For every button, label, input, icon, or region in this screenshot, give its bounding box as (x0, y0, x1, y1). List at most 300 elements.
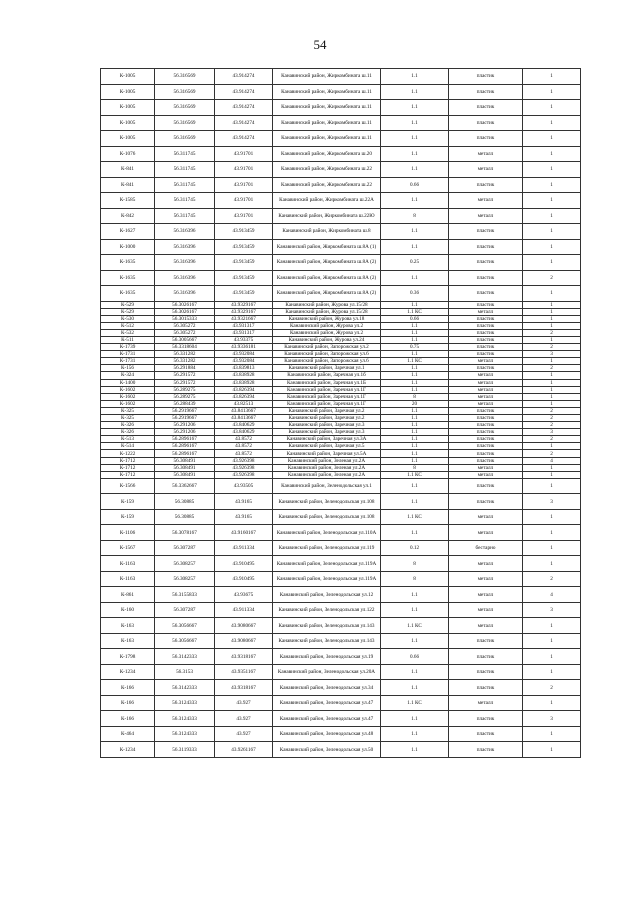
material-cell: пластик (449, 322, 523, 329)
table-row (101, 270, 581, 286)
longitude-cell: 43.926398 (215, 464, 273, 471)
address-cell: Канавинский район, Жиркомбината ш.11 (273, 115, 381, 131)
longitude-cell: 43.9165 (215, 494, 273, 510)
material-cell: пластик (449, 415, 523, 422)
material-cell: металл (449, 386, 523, 393)
site-code-cell: К-159 (101, 494, 155, 510)
count-cell: 2 (523, 415, 581, 422)
site-code-cell: К-160 (101, 602, 155, 618)
site-code-cell: К-159 (101, 509, 155, 525)
longitude-cell: 43.932084 (215, 351, 273, 358)
site-code-cell: К-861 (101, 587, 155, 603)
count-cell: 1 (523, 464, 581, 471)
address-cell: Канавинский район, Зеленодольская ул.34 (273, 680, 381, 696)
latitude-cell: 56.3142333 (155, 680, 215, 696)
latitude-cell: 56.3078167 (155, 525, 215, 541)
count-cell: 1 (523, 336, 581, 343)
address-cell: Канавинский район, Жиркомбината ш.11 (273, 131, 381, 147)
longitude-cell: 43.914274 (215, 131, 273, 147)
latitude-cell: 56.2896167 (155, 450, 215, 457)
latitude-cell: 56.311745 (155, 146, 215, 162)
volume-cell: 0.66 (381, 649, 449, 665)
address-cell: Канавинский район, Зеленодольская ул.47 (273, 711, 381, 727)
site-code-cell: К-514 (101, 443, 155, 450)
count-cell: 2 (523, 407, 581, 414)
count-cell: 1 (523, 255, 581, 271)
count-cell: 2 (523, 270, 581, 286)
longitude-cell: 43.91701 (215, 162, 273, 178)
table-row (101, 393, 581, 400)
address-cell: Канавинский район, Заречная ул.1 (273, 365, 381, 372)
count-cell: 3 (523, 429, 581, 436)
longitude-cell: 43.913459 (215, 255, 273, 271)
material-cell: пластик (449, 286, 523, 302)
count-cell: 2 (523, 680, 581, 696)
count-cell: 4 (523, 587, 581, 603)
longitude-cell: 43.9080667 (215, 618, 273, 634)
volume-cell: 0.66 (381, 177, 449, 193)
table-row (101, 115, 581, 131)
latitude-cell: 56.3124333 (155, 695, 215, 711)
address-cell: Канавинский район, Жиркомбината ш.20 (273, 146, 381, 162)
material-cell: пластик (449, 407, 523, 414)
latitude-cell: 56.3124333 (155, 711, 215, 727)
count-cell: 1 (523, 525, 581, 541)
count-cell: 1 (523, 69, 581, 85)
volume-cell: 1.1 КС (381, 695, 449, 711)
latitude-cell: 56.3056667 (155, 618, 215, 634)
site-code-cell: К-841 (101, 177, 155, 193)
longitude-cell: 43.8413667 (215, 407, 273, 414)
address-cell: Канавинский район, Зеленодольская ул.143 (273, 633, 381, 649)
longitude-cell: 43.926398 (215, 457, 273, 464)
latitude-cell: 56.3155833 (155, 587, 215, 603)
latitude-cell: 56.291572 (155, 379, 215, 386)
site-code-cell: К-1163 (101, 571, 155, 587)
count-cell: 1 (523, 695, 581, 711)
table-row (101, 587, 581, 603)
longitude-cell: 43.914274 (215, 84, 273, 100)
material-cell: пластик (449, 69, 523, 85)
material-cell: пластик (449, 224, 523, 240)
site-code-cell: К-511 (101, 336, 155, 343)
count-cell: 1 (523, 386, 581, 393)
table-row (101, 494, 581, 510)
site-code-cell: К-166 (101, 711, 155, 727)
count-cell: 1 (523, 315, 581, 322)
count-cell: 1 (523, 443, 581, 450)
material-cell: пластик (449, 664, 523, 680)
volume-cell: 8 (381, 393, 449, 400)
count-cell: 3 (523, 602, 581, 618)
volume-cell: 8 (381, 571, 449, 587)
address-cell: Канавинский район, Зеленодольская ул.122 (273, 602, 381, 618)
latitude-cell: 56.307287 (155, 602, 215, 618)
site-code-cell: К-1712 (101, 464, 155, 471)
site-code-cell: К-1739 (101, 344, 155, 351)
latitude-cell: 56.2896167 (155, 443, 215, 450)
volume-cell: 1.1 (381, 224, 449, 240)
count-cell: 1 (523, 372, 581, 379)
material-cell: металл (449, 525, 523, 541)
material-cell: металл (449, 509, 523, 525)
volume-cell: 1.1 КС (381, 471, 449, 478)
latitude-cell: 56.308491 (155, 464, 215, 471)
table-row (101, 344, 581, 351)
table-row (101, 726, 581, 742)
count-cell: 1 (523, 618, 581, 634)
table-row (101, 525, 581, 541)
table-row (101, 649, 581, 665)
address-cell: Канавинский район, Жиркомбината ш.11 (273, 69, 381, 85)
latitude-cell: 56.311745 (155, 208, 215, 224)
site-code-cell: К-1005 (101, 131, 155, 147)
material-cell: пластик (449, 315, 523, 322)
count-cell: 1 (523, 478, 581, 494)
volume-cell: 1.1 (381, 270, 449, 286)
site-code-cell: К-1798 (101, 649, 155, 665)
count-cell: 2 (523, 365, 581, 372)
site-code-cell: К-1163 (101, 556, 155, 572)
site-code-cell: К-530 (101, 315, 155, 322)
table-row (101, 450, 581, 457)
material-cell: металл (449, 308, 523, 315)
address-cell: Канавинский район, Заречная ул.1Б (273, 379, 381, 386)
table-row (101, 556, 581, 572)
table-row (101, 457, 581, 464)
material-cell: пластик (449, 457, 523, 464)
site-code-cell: К-1585 (101, 193, 155, 209)
table-row (101, 255, 581, 271)
material-cell: пластик (449, 726, 523, 742)
site-code-cell: К-1635 (101, 270, 155, 286)
longitude-cell: 43.914274 (215, 115, 273, 131)
longitude-cell: 43.913459 (215, 224, 273, 240)
longitude-cell: 43.931317 (215, 329, 273, 336)
table-row (101, 415, 581, 422)
material-cell: металл (449, 400, 523, 407)
count-cell: 1 (523, 208, 581, 224)
table-row (101, 633, 581, 649)
longitude-cell: 43.9080667 (215, 633, 273, 649)
latitude-cell: 56.316569 (155, 84, 215, 100)
latitude-cell: 56.3026167 (155, 308, 215, 315)
count-cell: 1 (523, 471, 581, 478)
latitude-cell: 56.316396 (155, 286, 215, 302)
count-cell: 3 (523, 711, 581, 727)
latitude-cell: 56.291884 (155, 365, 215, 372)
volume-cell: 1.1 (381, 429, 449, 436)
material-cell: пластик (449, 649, 523, 665)
volume-cell: 1.1 (381, 322, 449, 329)
longitude-cell: 43.913459 (215, 286, 273, 302)
address-cell: Канавинский район, Заречная ул.2 (273, 415, 381, 422)
volume-cell: 1.1 КС (381, 308, 449, 315)
address-cell: Канавинский район, Жиркомбината ш.22Ю (273, 208, 381, 224)
count-cell: 2 (523, 344, 581, 351)
material-cell: пластик (449, 239, 523, 255)
material-cell: пластик (449, 344, 523, 351)
table-row (101, 193, 581, 209)
latitude-cell: 56.291206 (155, 422, 215, 429)
volume-cell: 1.1 (381, 494, 449, 510)
table-row (101, 711, 581, 727)
count-cell: 1 (523, 84, 581, 100)
table-row (101, 372, 581, 379)
material-cell: пластик (449, 633, 523, 649)
table-row (101, 146, 581, 162)
count-cell: 1 (523, 322, 581, 329)
address-cell: Канавинский район, Жиркомбината ш.22 (273, 177, 381, 193)
volume-cell: 1.1 (381, 146, 449, 162)
count-cell: 1 (523, 400, 581, 407)
volume-cell: 1.1 (381, 131, 449, 147)
address-cell: Канавинский район, Зеленодольская ул.47 (273, 695, 381, 711)
table-row (101, 131, 581, 147)
address-cell: Канавинский район, Жиркомбината ш.8А (2) (273, 270, 381, 286)
site-code-cell: К-532 (101, 329, 155, 336)
volume-cell: 1.1 (381, 351, 449, 358)
site-code-cell: К-1635 (101, 286, 155, 302)
volume-cell: 0.12 (381, 540, 449, 556)
longitude-cell: 43.927 (215, 695, 273, 711)
material-cell: металл (449, 372, 523, 379)
site-code-cell: К-1635 (101, 255, 155, 271)
latitude-cell: 56.305272 (155, 329, 215, 336)
address-cell: Канавинский район, Заречная ул.3А (273, 436, 381, 443)
latitude-cell: 56.305272 (155, 322, 215, 329)
address-cell: Канавинский район, Зеленодольская ул.119 (273, 540, 381, 556)
table-row (101, 471, 581, 478)
latitude-cell: 56.3056667 (155, 633, 215, 649)
longitude-cell: 43.931317 (215, 322, 273, 329)
volume-cell: 1.1 (381, 415, 449, 422)
volume-cell: 1.1 (381, 525, 449, 541)
count-cell: 1 (523, 146, 581, 162)
address-cell: Канавинский район, Жиркомбината ш.8А (1) (273, 239, 381, 255)
volume-cell: 1.1 (381, 457, 449, 464)
address-cell: Канавинский район, Запорожская ул.6 (273, 351, 381, 358)
count-cell: 1 (523, 509, 581, 525)
material-cell: металл (449, 162, 523, 178)
address-cell: Канавинский район, Жиркомбината ш.8 (273, 224, 381, 240)
volume-cell: 1.1 КС (381, 509, 449, 525)
latitude-cell: 56.291572 (155, 372, 215, 379)
address-cell: Канавинский район, Журова ул.18 (273, 315, 381, 322)
site-code-cell: К-1106 (101, 525, 155, 541)
volume-cell: 1.1 (381, 336, 449, 343)
site-code-cell: К-1567 (101, 540, 155, 556)
count-cell: 2 (523, 436, 581, 443)
longitude-cell: 43.82513 (215, 400, 273, 407)
longitude-cell: 43.910495 (215, 556, 273, 572)
table-row (101, 695, 581, 711)
site-code-cell: К-1005 (101, 115, 155, 131)
table-row (101, 509, 581, 525)
volume-cell: 0.36 (381, 286, 449, 302)
longitude-cell: 43.910495 (215, 571, 273, 587)
address-cell: Канавинский район, Жиркомбината ш.8А (2) (273, 255, 381, 271)
table-row (101, 315, 581, 322)
table-row (101, 540, 581, 556)
address-cell: Канавинский район, Зеленая ул.2А (273, 457, 381, 464)
longitude-cell: 43.839813 (215, 365, 273, 372)
latitude-cell: 56.316569 (155, 115, 215, 131)
address-cell: Канавинский район, Заречная ул.1Г (273, 386, 381, 393)
site-code-cell: К-325 (101, 407, 155, 414)
count-cell: 1 (523, 540, 581, 556)
latitude-cell: 56.30885 (155, 494, 215, 510)
material-cell: пластик (449, 711, 523, 727)
address-cell: Канавинский район, Зеленая ул.2А (273, 471, 381, 478)
latitude-cell: 56.3318604 (155, 344, 215, 351)
longitude-cell: 43.914274 (215, 100, 273, 116)
longitude-cell: 43.840629 (215, 429, 273, 436)
count-cell: 1 (523, 726, 581, 742)
count-cell: 1 (523, 239, 581, 255)
site-code-cell: К-1400 (101, 379, 155, 386)
material-cell: пластик (449, 365, 523, 372)
address-cell: Канавинский район, Журова ул.2 (273, 322, 381, 329)
address-cell: Канавинский район, Запорожская ул.2 (273, 344, 381, 351)
count-cell: 1 (523, 379, 581, 386)
latitude-cell: 56.3005667 (155, 336, 215, 343)
latitude-cell: 56.307287 (155, 540, 215, 556)
address-cell: Канавинский район, Зеленодольская ул.1 (273, 478, 381, 494)
volume-cell: 1.1 (381, 602, 449, 618)
table-row (101, 301, 581, 308)
latitude-cell: 56.316396 (155, 255, 215, 271)
latitude-cell: 56.308257 (155, 571, 215, 587)
longitude-cell: 43.8572 (215, 443, 273, 450)
material-cell: бестарно (449, 540, 523, 556)
latitude-cell: 56.2896167 (155, 436, 215, 443)
latitude-cell: 56.316569 (155, 131, 215, 147)
material-cell: металл (449, 587, 523, 603)
latitude-cell: 56.331282 (155, 358, 215, 365)
count-cell: 2 (523, 571, 581, 587)
volume-cell: 1.1 (381, 742, 449, 758)
site-code-cell: К-529 (101, 308, 155, 315)
table-row (101, 618, 581, 634)
site-code-cell: К-1005 (101, 69, 155, 85)
latitude-cell: 56.3026167 (155, 301, 215, 308)
latitude-cell: 56.289275 (155, 386, 215, 393)
count-cell: 2 (523, 422, 581, 429)
table-row (101, 69, 581, 85)
count-cell: 1 (523, 286, 581, 302)
table-row (101, 239, 581, 255)
address-cell: Канавинский район, Журова ул.15/28 (273, 301, 381, 308)
site-code-cell: К-1005 (101, 100, 155, 116)
material-cell: пластик (449, 177, 523, 193)
address-cell: Канавинский район, Зеленодольская ул.20А (273, 664, 381, 680)
longitude-cell: 43.826394 (215, 393, 273, 400)
material-cell: пластик (449, 336, 523, 343)
material-cell: пластик (449, 429, 523, 436)
latitude-cell: 56.288439 (155, 400, 215, 407)
volume-cell: 1.1 (381, 386, 449, 393)
table-row (101, 351, 581, 358)
table-row (101, 358, 581, 365)
address-cell: Канавинский район, Журова ул.2 (273, 329, 381, 336)
address-cell: Канавинский район, Заречная ул.3 (273, 422, 381, 429)
volume-cell: 1.1 (381, 664, 449, 680)
table-row (101, 422, 581, 429)
count-cell: 1 (523, 193, 581, 209)
table-row (101, 322, 581, 329)
latitude-cell: 56.289275 (155, 393, 215, 400)
longitude-cell: 43.93375 (215, 336, 273, 343)
material-cell: металл (449, 602, 523, 618)
count-cell: 3 (523, 494, 581, 510)
latitude-cell: 56.316396 (155, 270, 215, 286)
address-cell: Канавинский район, Зеленая ул.2А (273, 464, 381, 471)
longitude-cell: 43.932084 (215, 358, 273, 365)
site-code-cell: К-156 (101, 365, 155, 372)
count-cell: 1 (523, 115, 581, 131)
material-cell: пластик (449, 436, 523, 443)
longitude-cell: 43.840629 (215, 422, 273, 429)
count-cell: 1 (523, 633, 581, 649)
longitude-cell: 43.93675 (215, 587, 273, 603)
volume-cell: 1.1 (381, 680, 449, 696)
latitude-cell: 56.316396 (155, 224, 215, 240)
latitude-cell: 56.2919667 (155, 415, 215, 422)
address-cell: Канавинский район, Зеленодольская ул.48 (273, 726, 381, 742)
site-code-cell: К-1712 (101, 471, 155, 478)
address-cell: Канавинский район, Зеленодольская ул.143 (273, 618, 381, 634)
table-row (101, 100, 581, 116)
address-cell: Канавинский район, Жиркомбината ш.22 (273, 162, 381, 178)
volume-cell: 0.66 (381, 315, 449, 322)
material-cell: металл (449, 393, 523, 400)
material-cell: пластик (449, 84, 523, 100)
volume-cell: 1.1 (381, 239, 449, 255)
site-code-cell: К-1602 (101, 400, 155, 407)
address-cell: Канавинский район, Заречная ул.5А (273, 450, 381, 457)
volume-cell: 1.1 (381, 100, 449, 116)
longitude-cell: 43.9351167 (215, 664, 273, 680)
count-cell: 1 (523, 664, 581, 680)
volume-cell: 1.1 (381, 329, 449, 336)
table-row (101, 308, 581, 315)
latitude-cell: 56.291206 (155, 429, 215, 436)
volume-cell: 8 (381, 464, 449, 471)
latitude-cell: 56.308257 (155, 556, 215, 572)
latitude-cell: 56.308491 (155, 471, 215, 478)
address-cell: Канавинский район, Заречная ул.3 (273, 429, 381, 436)
count-cell: 1 (523, 301, 581, 308)
material-cell: металл (449, 464, 523, 471)
material-cell: пластик (449, 443, 523, 450)
site-code-cell: К-166 (101, 680, 155, 696)
latitude-cell: 56.331282 (155, 351, 215, 358)
address-cell: Канавинский район, Зеленодольская ул.108 (273, 494, 381, 510)
address-cell: Канавинский район, Журова ул.24 (273, 336, 381, 343)
latitude-cell: 56.311745 (155, 162, 215, 178)
longitude-cell: 43.838928 (215, 372, 273, 379)
site-code-cell: К-1222 (101, 450, 155, 457)
longitude-cell: 43.9165 (215, 509, 273, 525)
volume-cell: 0.25 (381, 255, 449, 271)
material-cell: пластик (449, 351, 523, 358)
address-cell: Канавинский район, Зеленодольская ул.110А (273, 525, 381, 541)
volume-cell: 1.1 (381, 372, 449, 379)
volume-cell: 1.1 (381, 436, 449, 443)
longitude-cell: 43.914274 (215, 69, 273, 85)
longitude-cell: 43.911334 (215, 540, 273, 556)
